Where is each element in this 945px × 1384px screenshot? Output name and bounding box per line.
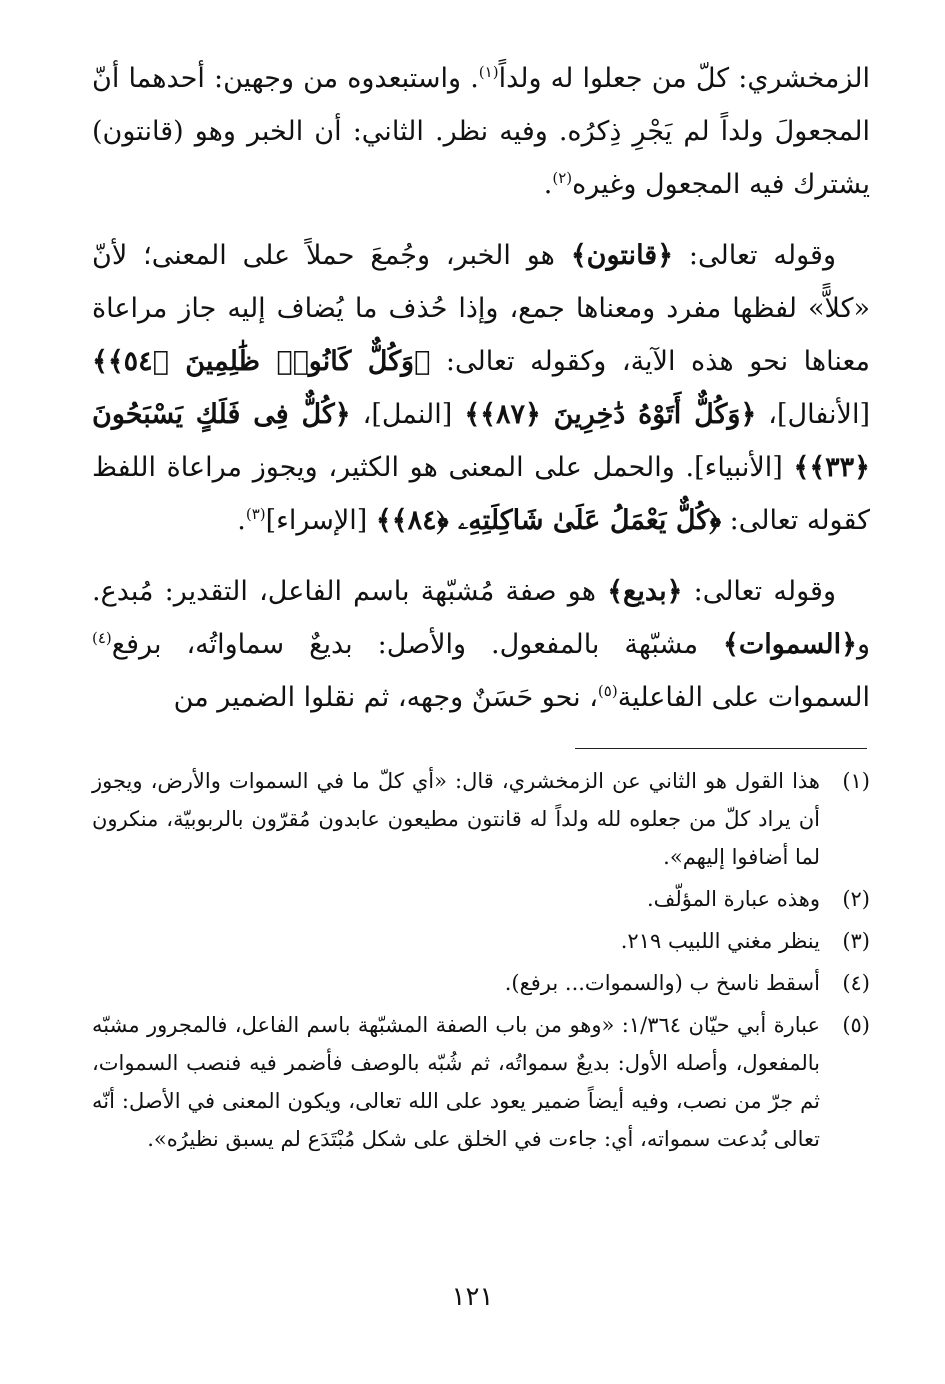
footnote-marker: (٣) bbox=[245, 505, 266, 523]
footnote-marker: (١) bbox=[478, 63, 499, 81]
main-text bbox=[92, 52, 870, 742]
footnote-text: وهذه عبارة المؤلّف. bbox=[646, 887, 820, 911]
text-run: [الأنفال]، bbox=[756, 399, 870, 430]
quran-verse: ﴿وَكُلٌّ كَانُوا۟ ظَٰلِمِينَ ﴿٥٤﴾﴾ bbox=[92, 346, 431, 377]
footnote-text: عبارة أبي حيّان ١/٣٦٤: «وهو من باب الصفة المشبّهة باسم الفاعل، فالمجرور مشبّه بالمفعول، وأصله الأول: بديعٌ سمواتُه، ثم شُبّه بالوصف فأضمر فيه فنصب السموات، ثم جرّ من نصب، وفيه أيضاً ضمير يعود على الله تعالى، ويكون المعنى في الأصل: أنّه تعالى بُدعت سمواته، أي: جاءت في الخلق على شكل مُبْتَدَع لم يسبق نظيرُه». bbox=[92, 1013, 820, 1151]
text-run: مشبّهة بالمفعول. والأصل: بديعٌ سماواتُه، برفع bbox=[111, 629, 724, 660]
quran-verse: ﴿السموات﴾ bbox=[723, 629, 857, 660]
footnote-4 bbox=[92, 964, 870, 1002]
text-run: ، نحو حَسَنٌ وجهه، ثم نقلوا الضمير من bbox=[173, 682, 598, 713]
footnote-2 bbox=[92, 880, 870, 918]
paragraph-2 bbox=[92, 229, 870, 547]
footnote-1 bbox=[92, 762, 870, 876]
footnote-marker: (٥) bbox=[597, 682, 618, 700]
quran-verse: ﴿كُلٌّ يَعْمَلُ عَلَىٰ شَاكِلَتِهِۦ ﴿٨٤﴾﴾ bbox=[375, 505, 722, 536]
footnote-marker: (٤) bbox=[92, 629, 112, 647]
paragraph-3 bbox=[92, 565, 870, 724]
page-number: ١٢١ bbox=[451, 1282, 494, 1312]
paragraph-1 bbox=[92, 52, 870, 211]
footnote-5 bbox=[92, 1006, 870, 1158]
footnote-text: أسقط ناسخ ب (والسموات... برفع). bbox=[504, 971, 820, 995]
footnote-number: (٥) bbox=[842, 1013, 870, 1037]
text-run: السموات على الفاعلية bbox=[617, 682, 870, 713]
footnote-marker: (٢) bbox=[552, 169, 573, 187]
text-run: وقوله تعالى: bbox=[682, 576, 836, 607]
text-run: . bbox=[237, 505, 246, 536]
footnotes bbox=[92, 762, 870, 1162]
text-run: . bbox=[543, 169, 553, 200]
text-run: [الإسراء] bbox=[265, 505, 376, 536]
quran-verse: ﴿قانتون﴾ bbox=[570, 240, 674, 271]
text-run: هو صفة مُشبّهة باسم الفاعل، التقدير: مُبدع. و bbox=[92, 576, 870, 660]
footnote-number: (٤) bbox=[842, 971, 870, 995]
footnote-number: (١) bbox=[842, 769, 870, 793]
footnote-text: هذا القول هو الثاني عن الزمخشري، قال: «أي كلّ ما في السموات والأرض، ويجوز أن يراد كلّ من جعلوه لله ولداً له قانتون مطيعون عابدون مُقرّون بالربوبيّة، منكرون لما أضافوا إليهم». bbox=[92, 769, 820, 869]
quran-verse: ﴿وَكُلٌّ أَتَوْهُ دَٰخِرِينَ ﴿٨٧﴾﴾ bbox=[464, 399, 757, 430]
text-run: وقوله تعالى: bbox=[673, 240, 836, 271]
quran-verse: ﴿بديع﴾ bbox=[607, 576, 683, 607]
text-run: [النمل]، bbox=[350, 399, 465, 430]
text-run: . واستبعدوه من وجهين: أحدهما أنّ المجعولَ ولداً لم يَجْرِ ذِكرُه. وفيه نظر. الثاني: أن الخبر وهو (قانتون) يشترك فيه المجعول وغيره bbox=[92, 63, 870, 200]
text-run: الزمخشري: كلّ من جعلوا له ولداً bbox=[498, 63, 870, 94]
text-run: [الأنبياء]. والحمل على المعنى هو الكثير، ويجوز مراعاة اللفظ كقوله تعالى: bbox=[92, 452, 870, 536]
text-run: هو الخبر، وجُمعَ حملاً على المعنى؛ لأنّ «كلاًّ» لفظها مفرد ومعناها جمع، وإذا حُذف ما يُضاف إليه جاز مراعاة معناها نحو هذه الآية، وكقوله تعالى: bbox=[92, 240, 871, 377]
footnote-number: (٣) bbox=[842, 929, 870, 953]
footnote-separator bbox=[575, 748, 867, 749]
footnote-text: ينظر مغني اللبيب ٢١٩. bbox=[620, 929, 820, 953]
quran-verse: ﴿كُلٌّ فِى فَلَكٍ يَسْبَحُونَ ﴿٣٣﴾﴾ bbox=[92, 399, 870, 483]
footnote-3 bbox=[92, 922, 870, 960]
footnote-number: (٢) bbox=[842, 887, 870, 911]
